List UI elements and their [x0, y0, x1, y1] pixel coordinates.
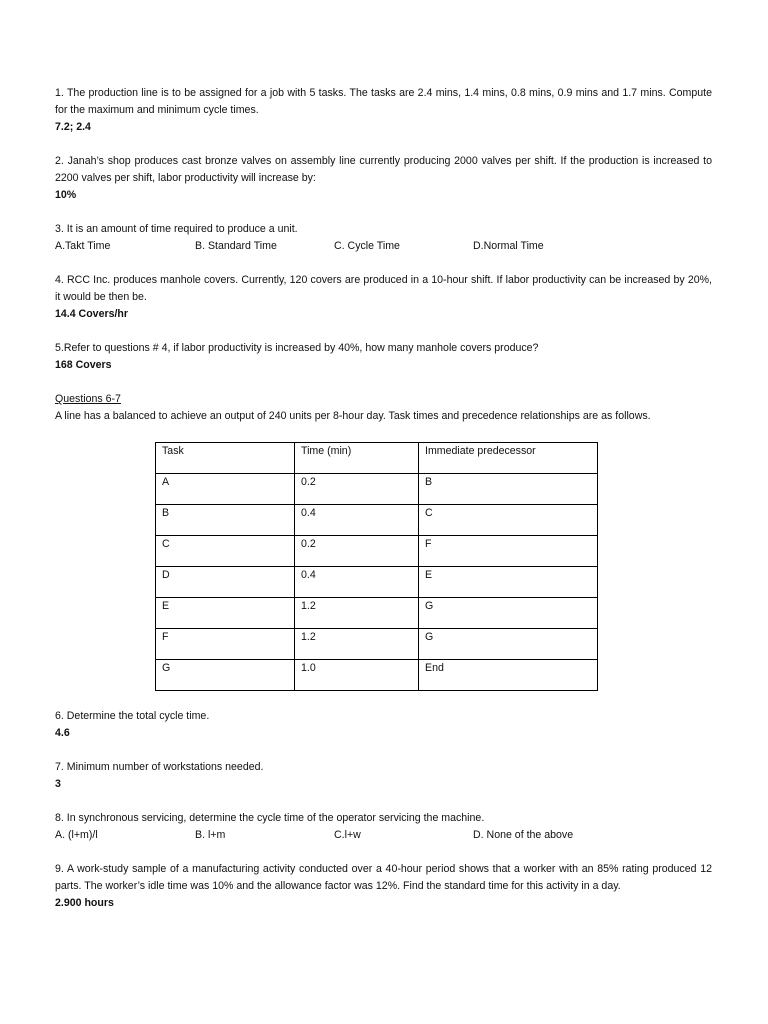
table-row	[156, 629, 598, 660]
question-text: 5.Refer to questions # 4, if labor productivity is increased by 40%, how many manhole covers produce?	[55, 342, 539, 354]
options-row	[55, 827, 712, 844]
answer-text: 7.2; 2.4	[55, 121, 91, 133]
answer-text: 4.6	[55, 727, 70, 739]
table-cell: 0.4	[295, 567, 419, 598]
table-row	[156, 474, 598, 505]
question-9	[55, 861, 712, 912]
table-cell: End	[419, 660, 598, 691]
question-text: 7. Minimum number of workstations needed.	[55, 761, 264, 773]
section-heading: Questions 6-7	[55, 393, 121, 405]
table-cell: C	[156, 536, 295, 567]
table-cell: G	[419, 629, 598, 660]
table-row	[156, 660, 598, 691]
table-cell: 1.0	[295, 660, 419, 691]
option-d: D.Normal Time	[473, 240, 544, 252]
question-text: 4. RCC Inc. produces manhole covers. Currently, 120 covers are produced in a 10-hour shift. If labor productivity can be increased by 20%, it would be then be.	[55, 274, 712, 303]
table-cell: 0.4	[295, 505, 419, 536]
table-row	[156, 567, 598, 598]
table-row	[156, 536, 598, 567]
question-text: 6. Determine the total cycle time.	[55, 710, 210, 722]
header-cell: Task	[156, 443, 295, 474]
option-a: A.Takt Time	[55, 240, 111, 252]
table-cell: 1.2	[295, 629, 419, 660]
question-text: 1. The production line is to be assigned for a job with 5 tasks. The tasks are 2.4 mins, 1.4 mins, 0.8 mins, 0.9 mins and 1.7 mins. Compute for the maximum and minimum cycle times.	[55, 87, 712, 116]
option-c: C.l+w	[334, 829, 361, 841]
option-b: B. l+m	[195, 829, 226, 841]
table-cell: 0.2	[295, 474, 419, 505]
option-d: D. None of the above	[473, 829, 574, 841]
answer-text: 2.900 hours	[55, 897, 114, 909]
table-cell: F	[156, 629, 295, 660]
option-b: B. Standard Time	[195, 240, 277, 252]
question-4	[55, 272, 712, 323]
table-cell: A	[156, 474, 295, 505]
table-header-row	[156, 443, 598, 474]
option-c: C. Cycle Time	[334, 240, 400, 252]
table-cell: B	[419, 474, 598, 505]
table-cell: D	[156, 567, 295, 598]
table-row	[156, 598, 598, 629]
question-1	[55, 85, 712, 136]
question-2	[55, 153, 712, 204]
answer-text: 168 Covers	[55, 359, 112, 371]
question-text: 3. It is an amount of time required to produce a unit.	[55, 223, 298, 235]
option-a: A. (l+m)/l	[55, 829, 98, 841]
options-row	[55, 238, 712, 255]
question-6	[55, 708, 712, 742]
questions-6-7	[55, 391, 712, 425]
table-cell: G	[156, 660, 295, 691]
table-cell: F	[419, 536, 598, 567]
section-text: A line has a balanced to achieve an output of 240 units per 8-hour day. Task times and precedence relationships are as follows.	[55, 410, 651, 422]
table-cell: E	[419, 567, 598, 598]
question-7	[55, 759, 712, 793]
question-text: 9. A work-study sample of a manufacturing activity conducted over a 40-hour period shows that a worker with an 85% rating produced 12 parts. The worker’s idle time was 10% and the allowance factor was 12%. Find the standard time for this activity in a day.	[55, 863, 712, 892]
answer-text: 3	[55, 778, 61, 790]
task-table	[155, 442, 598, 691]
header-cell: Time (min)	[295, 443, 419, 474]
table-cell: 0.2	[295, 536, 419, 567]
question-8	[55, 810, 712, 844]
table-row	[156, 505, 598, 536]
answer-text: 14.4 Covers/hr	[55, 308, 129, 320]
table-cell: 1.2	[295, 598, 419, 629]
document-page	[55, 85, 712, 929]
question-5	[55, 340, 712, 374]
table-cell: B	[156, 505, 295, 536]
table-cell: C	[419, 505, 598, 536]
answer-text: 10%	[55, 189, 77, 201]
question-text: 8. In synchronous servicing, determine the cycle time of the operator servicing the machine.	[55, 812, 485, 824]
header-cell: Immediate predecessor	[419, 443, 598, 474]
question-text: 2. Janah’s shop produces cast bronze valves on assembly line currently producing 2000 valves per shift. If the production is increased to 2200 valves per shift, labor productivity will increase by:	[55, 155, 712, 184]
table-cell: E	[156, 598, 295, 629]
question-3	[55, 221, 712, 255]
table-cell: G	[419, 598, 598, 629]
